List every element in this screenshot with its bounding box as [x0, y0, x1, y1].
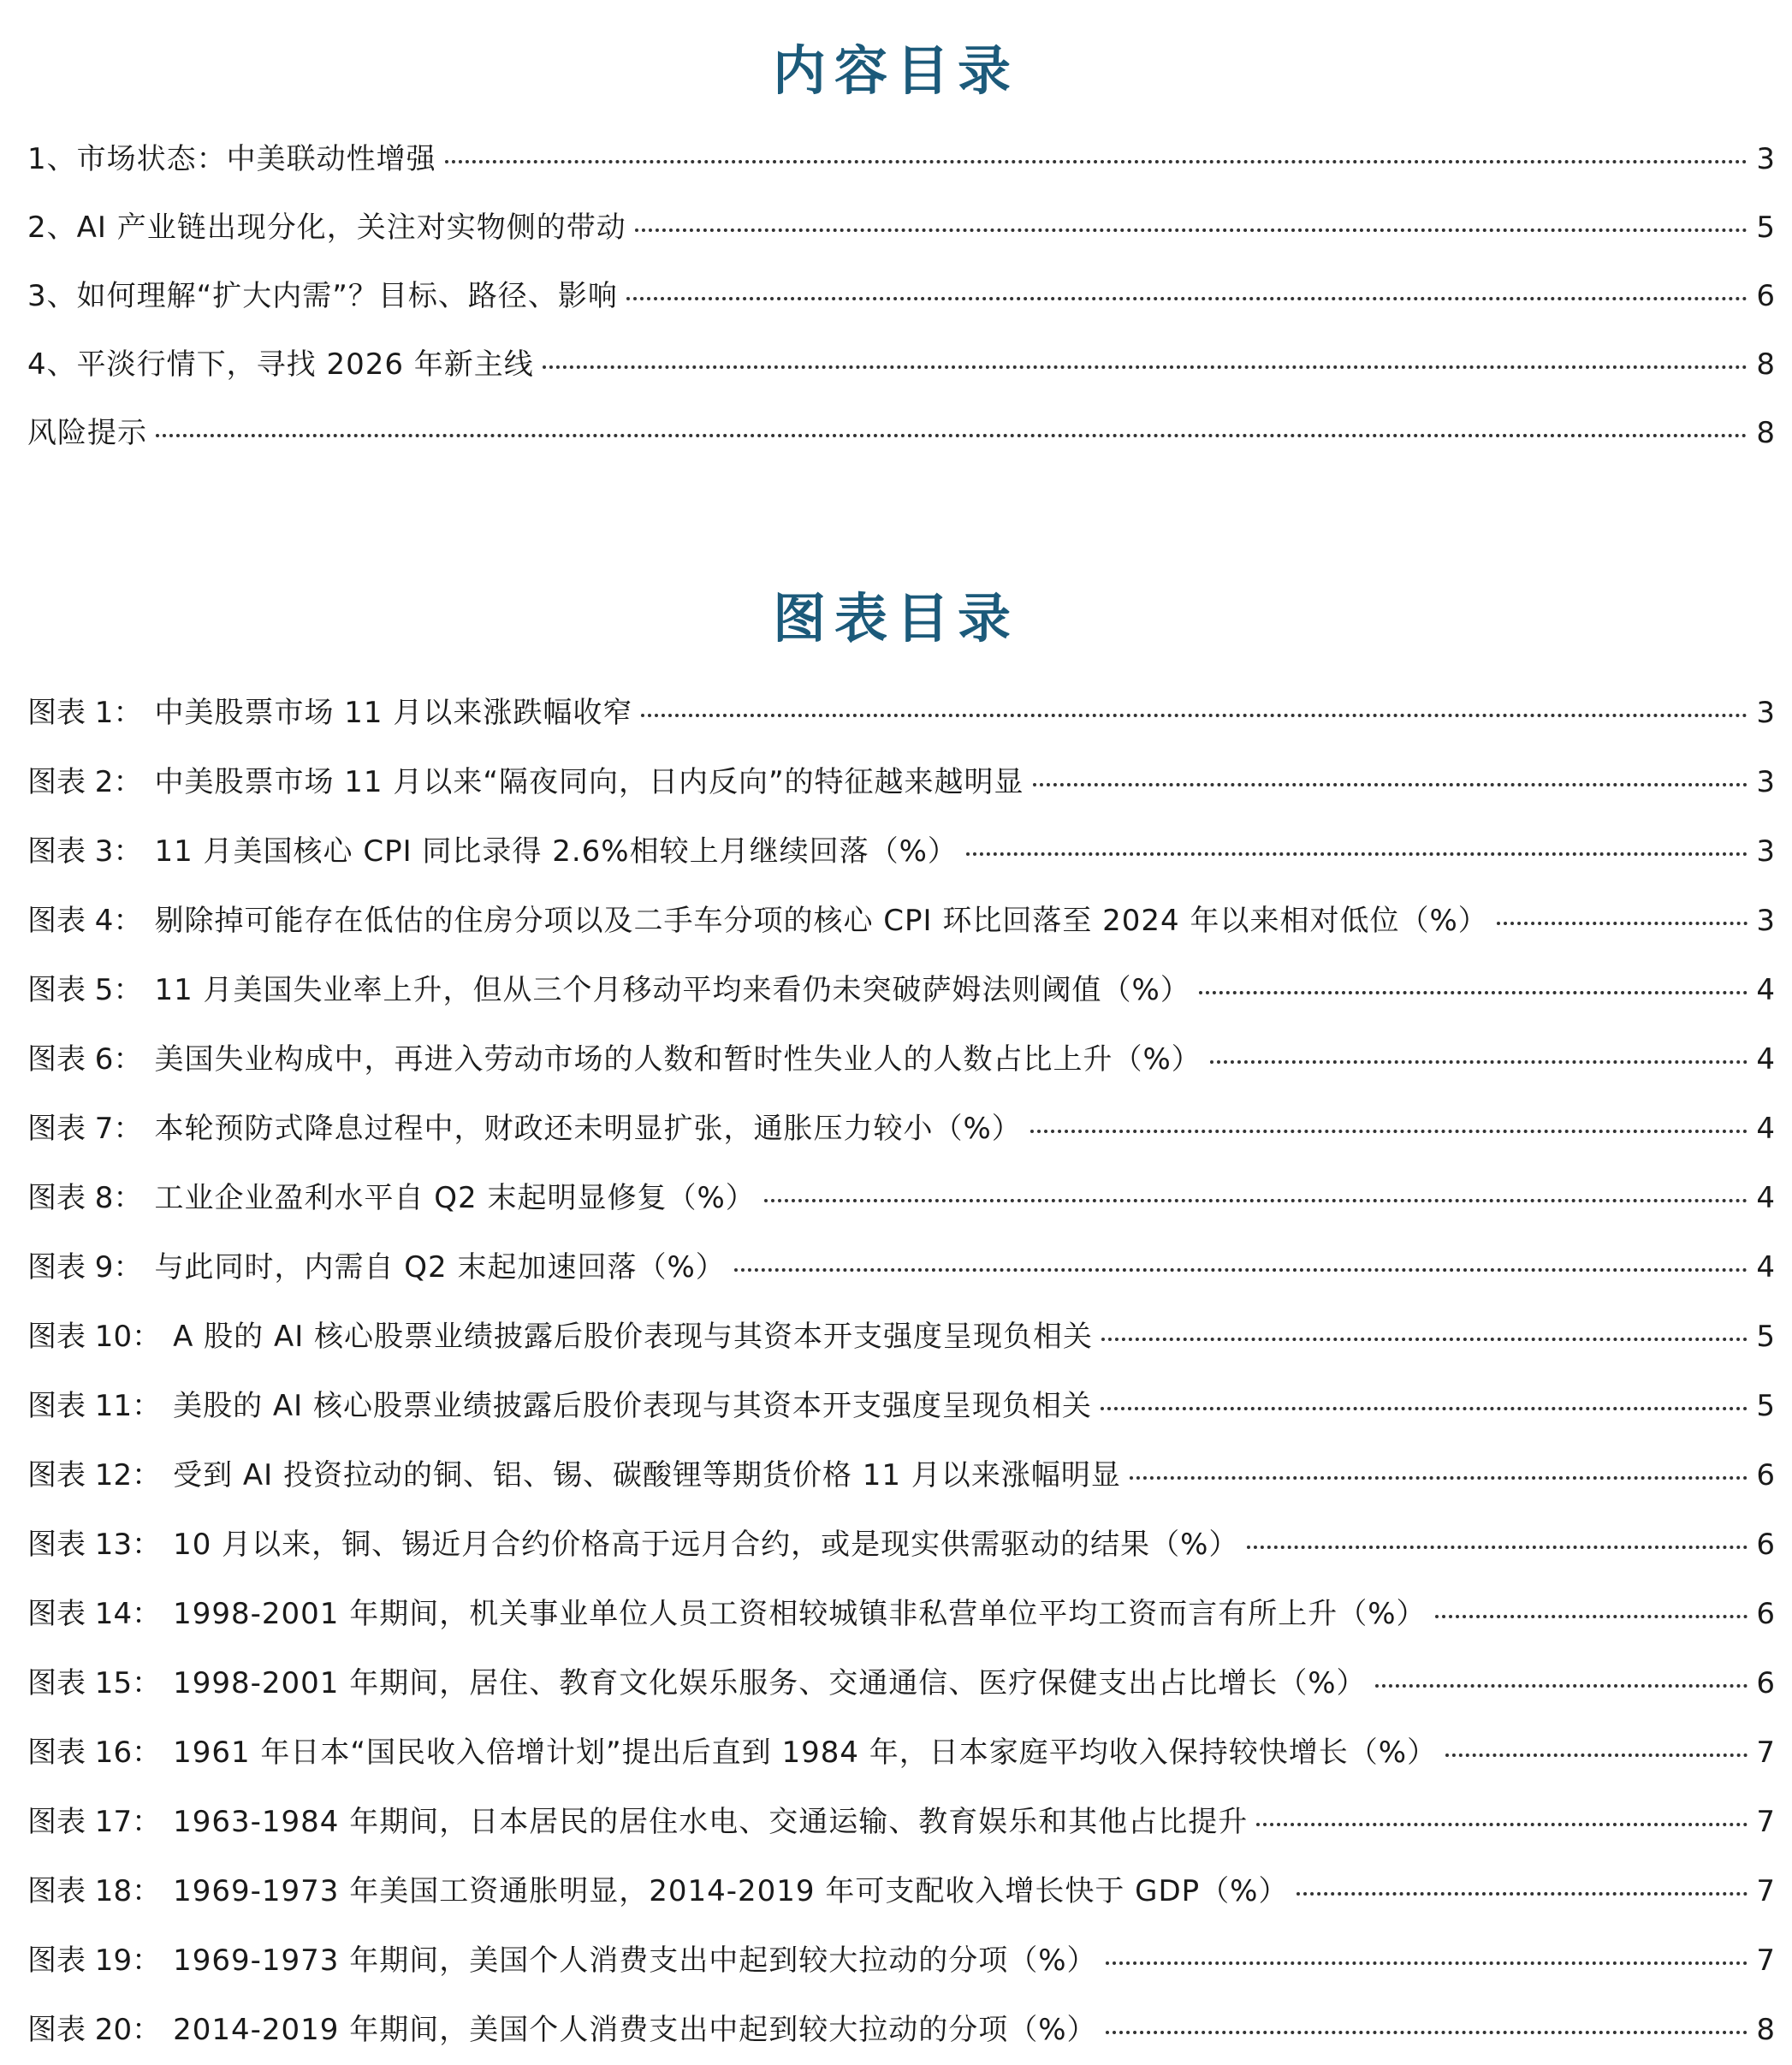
toc-entry[interactable]: [27, 330, 1775, 399]
toc-page-number: 4: [1756, 973, 1775, 1007]
toc-page-number: 4: [1756, 1250, 1775, 1285]
figure-title-text: 1961 年日本“国民收入倍增计划”提出后直到 1984 年，日本家庭平均收入保持较快增长（%）: [173, 1736, 1438, 1770]
figure-entry[interactable]: [27, 1718, 1775, 1788]
toc-page-number: 8: [1756, 347, 1775, 382]
toc-dot-leader: [966, 852, 1747, 856]
contents-title: 内容目录: [772, 39, 1019, 102]
toc-dot-leader: [1297, 1892, 1747, 1896]
toc-page-number: 4: [1756, 1042, 1775, 1077]
figure-title-text: 1998-2001 年期间，机关事业单位人员工资相较城镇非私营单位平均工资而言有所上升（%）: [173, 1597, 1427, 1631]
figure-entry[interactable]: [27, 956, 1775, 1025]
toc-page-number: 7: [1756, 1943, 1775, 1978]
toc-page-number: 3: [1756, 765, 1775, 799]
figure-title-text: 中美股票市场 11 月以来涨跌幅收窄: [154, 696, 633, 730]
figure-label: 图表 14：: [27, 1597, 162, 1631]
toc-entry[interactable]: [27, 193, 1775, 262]
toc-entry-text: 2、AI 产业链出现分化，关注对实物侧的带动: [27, 211, 626, 245]
figure-label: 图表 11：: [27, 1389, 162, 1423]
figure-entry[interactable]: [27, 1441, 1775, 1510]
figure-entry[interactable]: [27, 1025, 1775, 1095]
figure-title-text: 1963-1984 年期间，日本居民的居住水电、交通运输、教育娱乐和其他占比提升: [173, 1805, 1249, 1839]
figure-title-text: 剔除掉可能存在低估的住房分项以及二手车分项的核心 CPI 环比回落至 2024 年以来相对低位（%）: [154, 904, 1488, 938]
toc-page-number: 8: [1756, 416, 1775, 450]
toc-page-number: 7: [1756, 1874, 1775, 1908]
toc-dot-leader: [1435, 1615, 1747, 1618]
toc-page-number: 7: [1756, 1805, 1775, 1839]
figure-label: 图表 12：: [27, 1458, 162, 1492]
toc-page-number: 6: [1756, 1666, 1775, 1700]
toc-page-number: 3: [1756, 904, 1775, 938]
figure-title-text: 10 月以来，铜、锡近月合约价格高于远月合约，或是现实供需驱动的结果（%）: [173, 1528, 1239, 1562]
figure-entry[interactable]: [27, 1510, 1775, 1580]
toc-dot-leader: [1101, 1407, 1747, 1410]
toc-dot-leader: [1199, 991, 1747, 994]
figure-label: 图表 3：: [27, 834, 143, 869]
toc-dot-leader: [626, 297, 1747, 300]
toc-dot-leader: [1106, 1961, 1747, 1965]
figure-entry[interactable]: [27, 1788, 1775, 1857]
figure-entry[interactable]: [27, 748, 1775, 817]
toc-page-number: 4: [1756, 1181, 1775, 1215]
figure-label: 图表 7：: [27, 1112, 143, 1146]
figure-entry[interactable]: [27, 1926, 1775, 1996]
toc-entry-text: 4、平淡行情下，寻找 2026 年新主线: [27, 347, 534, 382]
figure-entry[interactable]: [27, 1996, 1775, 2065]
figure-label: 图表 4：: [27, 904, 143, 938]
toc-dot-leader: [445, 160, 1747, 163]
toc-page-number: 4: [1756, 1112, 1775, 1146]
figure-title-text: 与此同时，内需自 Q2 末起加速回落（%）: [154, 1250, 726, 1285]
figure-title-text: 中美股票市场 11 月以来“隔夜同向，日内反向”的特征越来越明显: [154, 765, 1024, 799]
toc-dot-leader: [156, 434, 1747, 437]
toc-entry-text: 1、市场状态：中美联动性增强: [27, 142, 436, 176]
figure-label: 图表 10：: [27, 1320, 162, 1354]
figure-title-text: 11 月美国失业率上升，但从三个月移动平均来看仍未突破萨姆法则阈值（%）: [154, 973, 1190, 1007]
toc-page-number: 3: [1756, 834, 1775, 869]
figures-list: [27, 679, 1775, 2065]
toc-page-number: 3: [1756, 696, 1775, 730]
figure-label: 图表 17：: [27, 1805, 162, 1839]
figure-label: 图表 19：: [27, 1943, 162, 1978]
figure-entry[interactable]: [27, 1372, 1775, 1441]
figure-title-text: 11 月美国核心 CPI 同比录得 2.6%相较上月继续回落（%）: [154, 834, 958, 869]
toc-dot-leader: [1030, 1130, 1747, 1133]
figure-label: 图表 2：: [27, 765, 143, 799]
figure-label: 图表 20：: [27, 2013, 162, 2047]
toc-dot-leader: [1101, 1338, 1747, 1341]
toc-dot-leader: [1247, 1546, 1747, 1549]
figure-entry[interactable]: [27, 887, 1775, 956]
toc-entry[interactable]: [27, 262, 1775, 330]
toc-dot-leader: [764, 1199, 1747, 1202]
toc-entry[interactable]: [27, 399, 1775, 467]
toc-page-number: 6: [1756, 1458, 1775, 1492]
figure-label: 图表 13：: [27, 1528, 162, 1562]
toc-dot-leader: [1210, 1060, 1747, 1064]
toc-page-number: 6: [1756, 1528, 1775, 1562]
toc-dot-leader: [1106, 2031, 1747, 2034]
toc-page-number: 5: [1756, 211, 1775, 245]
toc-page-number: 3: [1756, 142, 1775, 176]
toc-dot-leader: [543, 365, 1747, 369]
toc-page-number: 7: [1756, 1736, 1775, 1770]
figure-entry[interactable]: [27, 1233, 1775, 1302]
figure-label: 图表 5：: [27, 973, 143, 1007]
figure-title-text: 工业企业盈利水平自 Q2 末起明显修复（%）: [154, 1181, 756, 1215]
toc-dot-leader: [1375, 1684, 1747, 1688]
figures-title: 图表目录: [772, 586, 1019, 650]
toc-dot-leader: [1033, 783, 1747, 786]
toc-page-number: 5: [1756, 1389, 1775, 1423]
figure-label: 图表 15：: [27, 1666, 162, 1700]
figure-entry[interactable]: [27, 817, 1775, 887]
figure-title-text: A 股的 AI 核心股票业绩披露后股价表现与其资本开支强度呈现负相关: [173, 1320, 1094, 1354]
toc-dot-leader: [641, 714, 1747, 717]
figure-entry[interactable]: [27, 1164, 1775, 1233]
figure-entry[interactable]: [27, 1649, 1775, 1718]
figure-title-text: 2014-2019 年期间，美国个人消费支出中起到较大拉动的分项（%）: [173, 2013, 1097, 2047]
toc-entry-text: 3、如何理解“扩大内需”？目标、路径、影响: [27, 279, 618, 313]
figure-title-text: 本轮预防式降息过程中，财政还未明显扩张，通胀压力较小（%）: [154, 1112, 1022, 1146]
toc-page-number: 5: [1756, 1320, 1775, 1354]
figure-entry[interactable]: [27, 679, 1775, 748]
figure-title-text: 1998-2001 年期间，居住、教育文化娱乐服务、交通通信、医疗保健支出占比增长（%）: [173, 1666, 1367, 1700]
toc-entry[interactable]: [27, 125, 1775, 193]
toc-dot-leader: [734, 1268, 1747, 1272]
toc-dot-leader: [1130, 1476, 1747, 1480]
toc-dot-leader: [1256, 1823, 1747, 1826]
figure-entry[interactable]: [27, 1580, 1775, 1649]
toc-page-number: 6: [1756, 1597, 1775, 1631]
toc-page-number: 6: [1756, 279, 1775, 313]
figure-title-text: 1969-1973 年期间，美国个人消费支出中起到较大拉动的分项（%）: [173, 1943, 1097, 1978]
figure-label: 图表 8：: [27, 1181, 143, 1215]
toc-page-number: 8: [1756, 2013, 1775, 2047]
toc-dot-leader: [635, 228, 1747, 232]
figure-title-text: 美股的 AI 核心股票业绩披露后股价表现与其资本开支强度呈现负相关: [173, 1389, 1092, 1423]
figure-label: 图表 1：: [27, 696, 143, 730]
figure-label: 图表 16：: [27, 1736, 162, 1770]
figure-label: 图表 9：: [27, 1250, 143, 1285]
toc-entry-text: 风险提示: [27, 416, 147, 450]
toc-dot-leader: [1497, 922, 1747, 925]
contents-list: [27, 125, 1775, 467]
figure-entry[interactable]: [27, 1095, 1775, 1164]
figure-entry[interactable]: [27, 1302, 1775, 1372]
toc-dot-leader: [1445, 1753, 1747, 1757]
figure-label: 图表 6：: [27, 1042, 143, 1077]
figure-entry[interactable]: [27, 1857, 1775, 1926]
figure-title-text: 受到 AI 投资拉动的铜、铝、锡、碳酸锂等期货价格 11 月以来涨幅明显: [173, 1458, 1121, 1492]
figure-title-text: 1969-1973 年美国工资通胀明显，2014-2019 年可支配收入增长快于 GDP（%）: [173, 1874, 1289, 1908]
figure-title-text: 美国失业构成中，再进入劳动市场的人数和暂时性失业人的人数占比上升（%）: [154, 1042, 1202, 1077]
figure-label: 图表 18：: [27, 1874, 162, 1908]
